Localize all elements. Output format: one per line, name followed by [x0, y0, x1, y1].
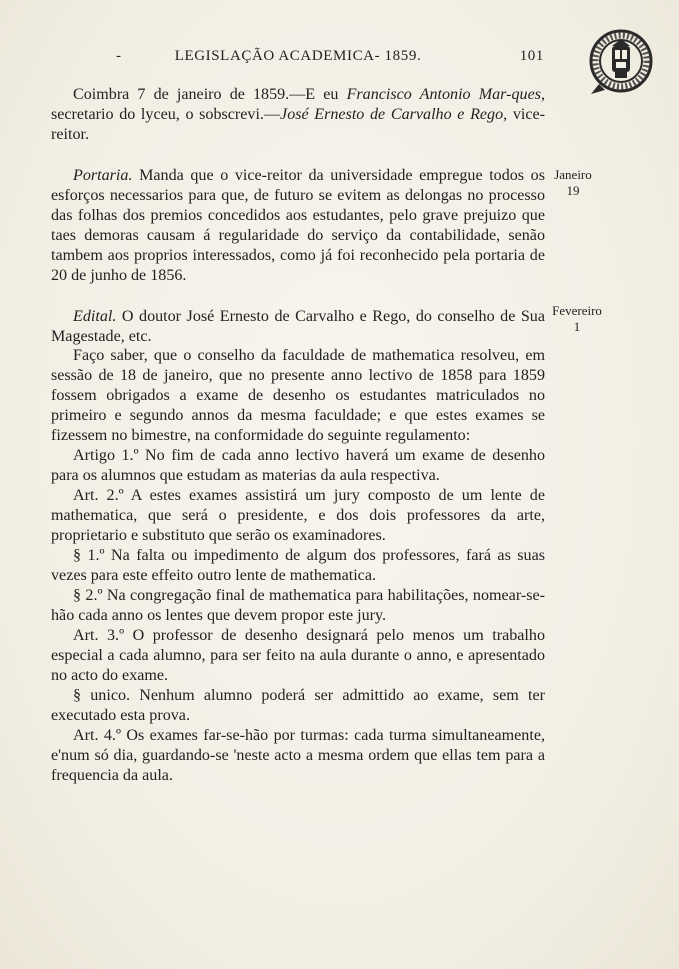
signature-line-c: , vice-reitor.	[51, 105, 545, 143]
margin-month: Janeiro	[554, 167, 592, 182]
article-4: Art. 4.º Os exames far-se-hão por turmas: cada turma simultaneamente, e'num só dia, guardando-se 'neste acto a mesma ordem que ellas tem para a frequencia da aula.	[51, 726, 545, 784]
edital-text: O doutor José Ernesto de Carvalho e Rego, do conselho de Sua Magestade, etc.	[51, 307, 545, 345]
signature-name-b: ques	[511, 86, 541, 103]
signature-name-d: e Rego	[457, 105, 504, 123]
edital-heading-paragraph	[51, 307, 545, 347]
portaria-paragraph	[51, 166, 545, 286]
portaria-label: Portaria.	[73, 166, 133, 184]
margin-month: Fevereiro	[552, 303, 602, 318]
article-2: Art. 2.º A estes exames assistirá um jury composto de um lente de mathematica, que será o presidente, e dos dois professores da arte, proprietario e substituto que serão os examinadores.	[51, 487, 545, 545]
margin-day: 1	[573, 319, 581, 334]
edital-label: Edital.	[73, 307, 117, 325]
edital-body-paragraph: Faço saber, que o conselho da faculdade de mathematica resolveu, em sessão de 18 de janeiro, que no presente anno lectivo de 1858 para 1859 fossem obrigados a exame de desenho os estudantes matriculados no primeiro e segundo annos da mesma faculdade; e que estes exames se fizessem no bimestre, na conformidade do seguinte regulamento:	[51, 347, 545, 445]
article-3-single-section: § unico. Nenhum alumno poderá ser admittido ao exame, sem ter executado esta prova.	[51, 686, 545, 724]
signature-name-c: José Ernesto de Carvalho	[280, 105, 452, 123]
article-1: Artigo 1.º No fim de cada anno lectivo haverá um exame de desenho para os alumnos que estudam as materias da aula respectiva.	[51, 447, 545, 485]
margin-date-janeiro	[548, 167, 598, 199]
header-dash: -	[116, 48, 122, 64]
portaria-text: Manda que o vice-reitor da universidade empregue todos os esforços necessarios para que, de futuro se evitem as delongas no processo das folhas dos premios concedidos aos estudantes, pelo grave prejuizo que taes demoras causam á regularidade do serviço da contabilidade, senão tambem aos proprios interessados, como já foi reconhecido pela portaria de 20 de junho de 1856.	[51, 166, 545, 284]
signature-line-a: Coimbra 7 de janeiro de 1859.—E eu	[73, 86, 347, 103]
margin-day: 19	[566, 183, 580, 198]
library-seal-icon	[585, 24, 657, 98]
signature-name-a: Francisco Antonio Mar-	[346, 86, 512, 103]
page-number: 101	[519, 48, 544, 64]
article-2-section-2: § 2.º Na congregação final de mathematica para habilitações, nomear-se-hão cada anno os lentes que devem propor este jury.	[51, 586, 545, 624]
article-3: Art. 3.º O professor de desenho designará pelo menos um trabalho especial a cada alumno, para ser feito na aula durante o anno, e apresentado no acto do exame.	[51, 626, 545, 684]
page-body	[51, 85, 545, 785]
closing-signature-paragraph	[51, 85, 545, 145]
article-2-section-1: § 1.º Na falta ou impedimento de algum dos professores, fará as suas vezes para este effeito outro lente de mathematica.	[51, 547, 545, 584]
header-title: LEGISLAÇÃO ACADEMICA- 1859.	[174, 48, 422, 64]
margin-date-fevereiro	[544, 303, 610, 335]
running-header	[52, 48, 544, 70]
signature-line-b: , secretario do lyceu, o sobscrevi.—	[51, 86, 545, 123]
